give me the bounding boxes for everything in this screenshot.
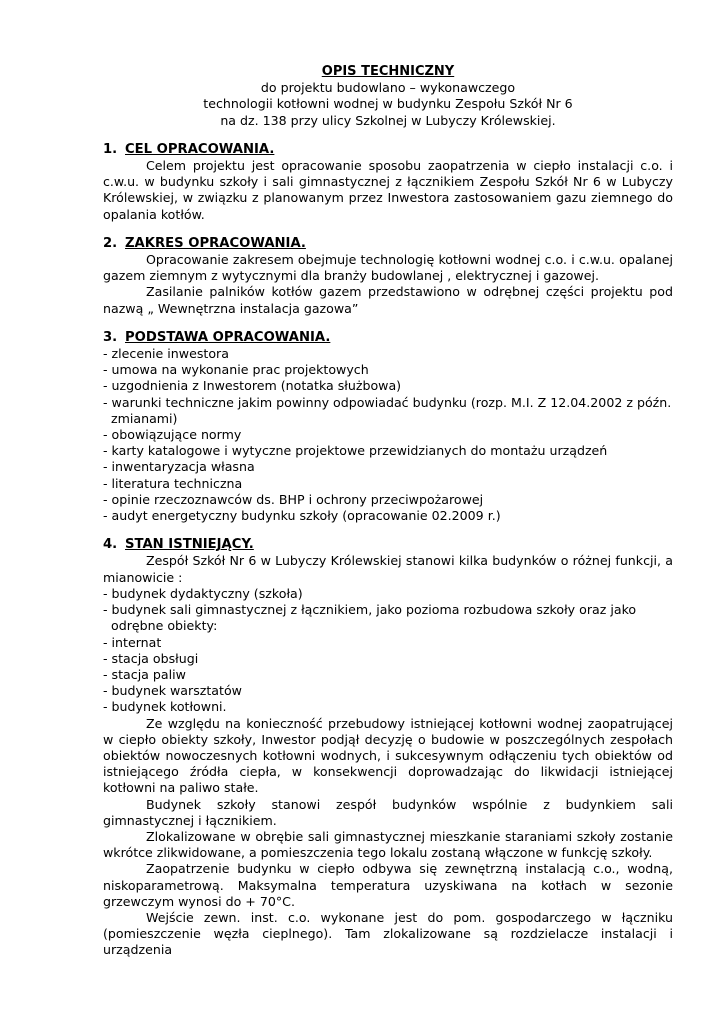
basis-list — [103, 346, 673, 524]
paragraph: Zlokalizowane w obrębie sali gimnastycznej mieszkanie staraniami szkoły zostanie wkrótce zlikwidowane, a pomieszczenia tego lokalu zostaną włączone w funkcję szkoły. — [103, 828, 673, 861]
list-item: - budynek sali gimnastycznej z łącznikiem, jako pozioma rozbudowa szkoły oraz jako odrębne obiekty: — [103, 602, 637, 634]
paragraph: Budynek szkoły stanowi zespół budynków wspólnie z budynkiem sali gimnastycznej i łącznikiem. — [103, 796, 673, 828]
paragraph: Zaopatrzenie budynku w ciepło odbywa się zewnętrzną instalacją c.o., wodną, niskoparametrową. Maksymalna temperatura uzyskiwana na kotłach w sezonie grzewczym wynosi do + 70°C. — [103, 861, 673, 909]
section-number: 1. — [103, 141, 118, 157]
list-item: - zlecenie inwestora — [103, 346, 229, 362]
section-title: CEL OPRACOWANIA. — [125, 141, 275, 157]
buildings-list — [103, 586, 673, 716]
subtitle-line: do projektu budowlano – wykonawczego — [260, 80, 516, 96]
section-title: STAN ISTNIEJĄCY. — [125, 537, 254, 553]
list-item: - inwentaryzacja własna — [103, 459, 255, 475]
list-item: - uzgodnienia z Inwestorem (notatka służbowa) — [103, 378, 402, 394]
list-item: - opinie rzeczoznawców ds. BHP i ochrony przeciwpożarowej — [103, 491, 484, 507]
subtitle-line: na dz. 138 przy ulicy Szkolnej w Lubyczy Królewskiej. — [220, 112, 556, 128]
paragraph: Zespół Szkół Nr 6 w Lubyczy Królewskiej stanowi kilka budynków o różnej funkcji, a mianowicie : — [103, 553, 673, 585]
document-title: OPIS TECHNICZNY — [321, 64, 455, 79]
section-title: ZAKRES OPRACOWANIA. — [125, 235, 306, 251]
list-item: - audyt energetyczny budynku szkoły (opracowanie 02.2009 r.) — [103, 508, 501, 524]
list-item: - literatura techniczna — [103, 475, 243, 491]
section-number: 4. — [103, 537, 118, 553]
list-item: - warunki techniczne jakim powinny odpowiadać budynku (rozp. M.I. Z 12.04.2002 z późn. zmianami) — [103, 394, 672, 426]
list-item: - budynek dydaktyczny (szkoła) — [103, 585, 303, 601]
list-item: - karty katalogowe i wytyczne projektowe przewidzianych do montażu urządzeń — [103, 443, 608, 459]
list-item: - internat — [103, 634, 162, 650]
list-item: - obowiązujące normy — [103, 427, 242, 443]
list-item: - budynek kotłowni. — [103, 699, 227, 715]
list-item: - umowa na wykonanie prac projektowych — [103, 362, 369, 378]
section-title: PODSTAWA OPRACOWANIA. — [125, 329, 331, 345]
section-number: 2. — [103, 235, 118, 251]
section-number: 3. — [103, 329, 118, 345]
list-item: - stacja obsługi — [103, 650, 199, 666]
paragraph: Celem projektu jest opracowanie sposobu zaopatrzenia w ciepło instalacji c.o. i c.w.u. w budynku szkoły i sali gimnastycznej z łącznikiem Zespołu Szkół Nr 6 w Lubyczy Królewskiej, w związku z planowanym przez Inwestora zastosowaniem gazu ziemnego do opalania kotłów. — [103, 158, 673, 222]
subtitle-line: technologii kotłowni wodnej w budynku Zespołu Szkół Nr 6 — [203, 96, 573, 112]
section-heading — [103, 537, 673, 553]
paragraph: Wejście zewn. inst. c.o. wykonane jest do pom. gospodarczego w łączniku (pomieszczenie węzła cieplnego). Tam zlokalizowane są rozdzielacze instalacji i urządzenia — [103, 909, 673, 958]
list-item: - budynek warsztatów — [103, 683, 242, 699]
list-item: - stacja paliw — [103, 666, 186, 682]
section-heading — [103, 142, 673, 158]
paragraph: Zasilanie palników kotłów gazem przedstawiono w odrębnej części projektu pod nazwą „ Wewnętrzna instalacja gazowa” — [103, 284, 673, 316]
document-page — [103, 64, 673, 959]
paragraph: Ze względu na konieczność przebudowy istniejącej kotłowni wodnej zaopatrującej w ciepło obiekty szkoły, Inwestor podjął decyzję o budowie w poszczególnych zespołach obiektów nowoczesnych kotłowni wodnych, i sukcesywnym odłączeniu tych obiektów od istniejącego źródła ciepła, w konsekwencji doprowadzając do likwidacji istniejącej kotłowni na paliwo stałe. — [103, 715, 673, 796]
paragraph: Opracowanie zakresem obejmuje technologię kotłowni wodnej c.o. i c.w.u. opalanej gazem ziemnym z wytycznymi dla branży budowlanej , elektrycznej i gazowej. — [103, 252, 673, 284]
section-heading — [103, 330, 673, 346]
section-heading — [103, 236, 673, 252]
